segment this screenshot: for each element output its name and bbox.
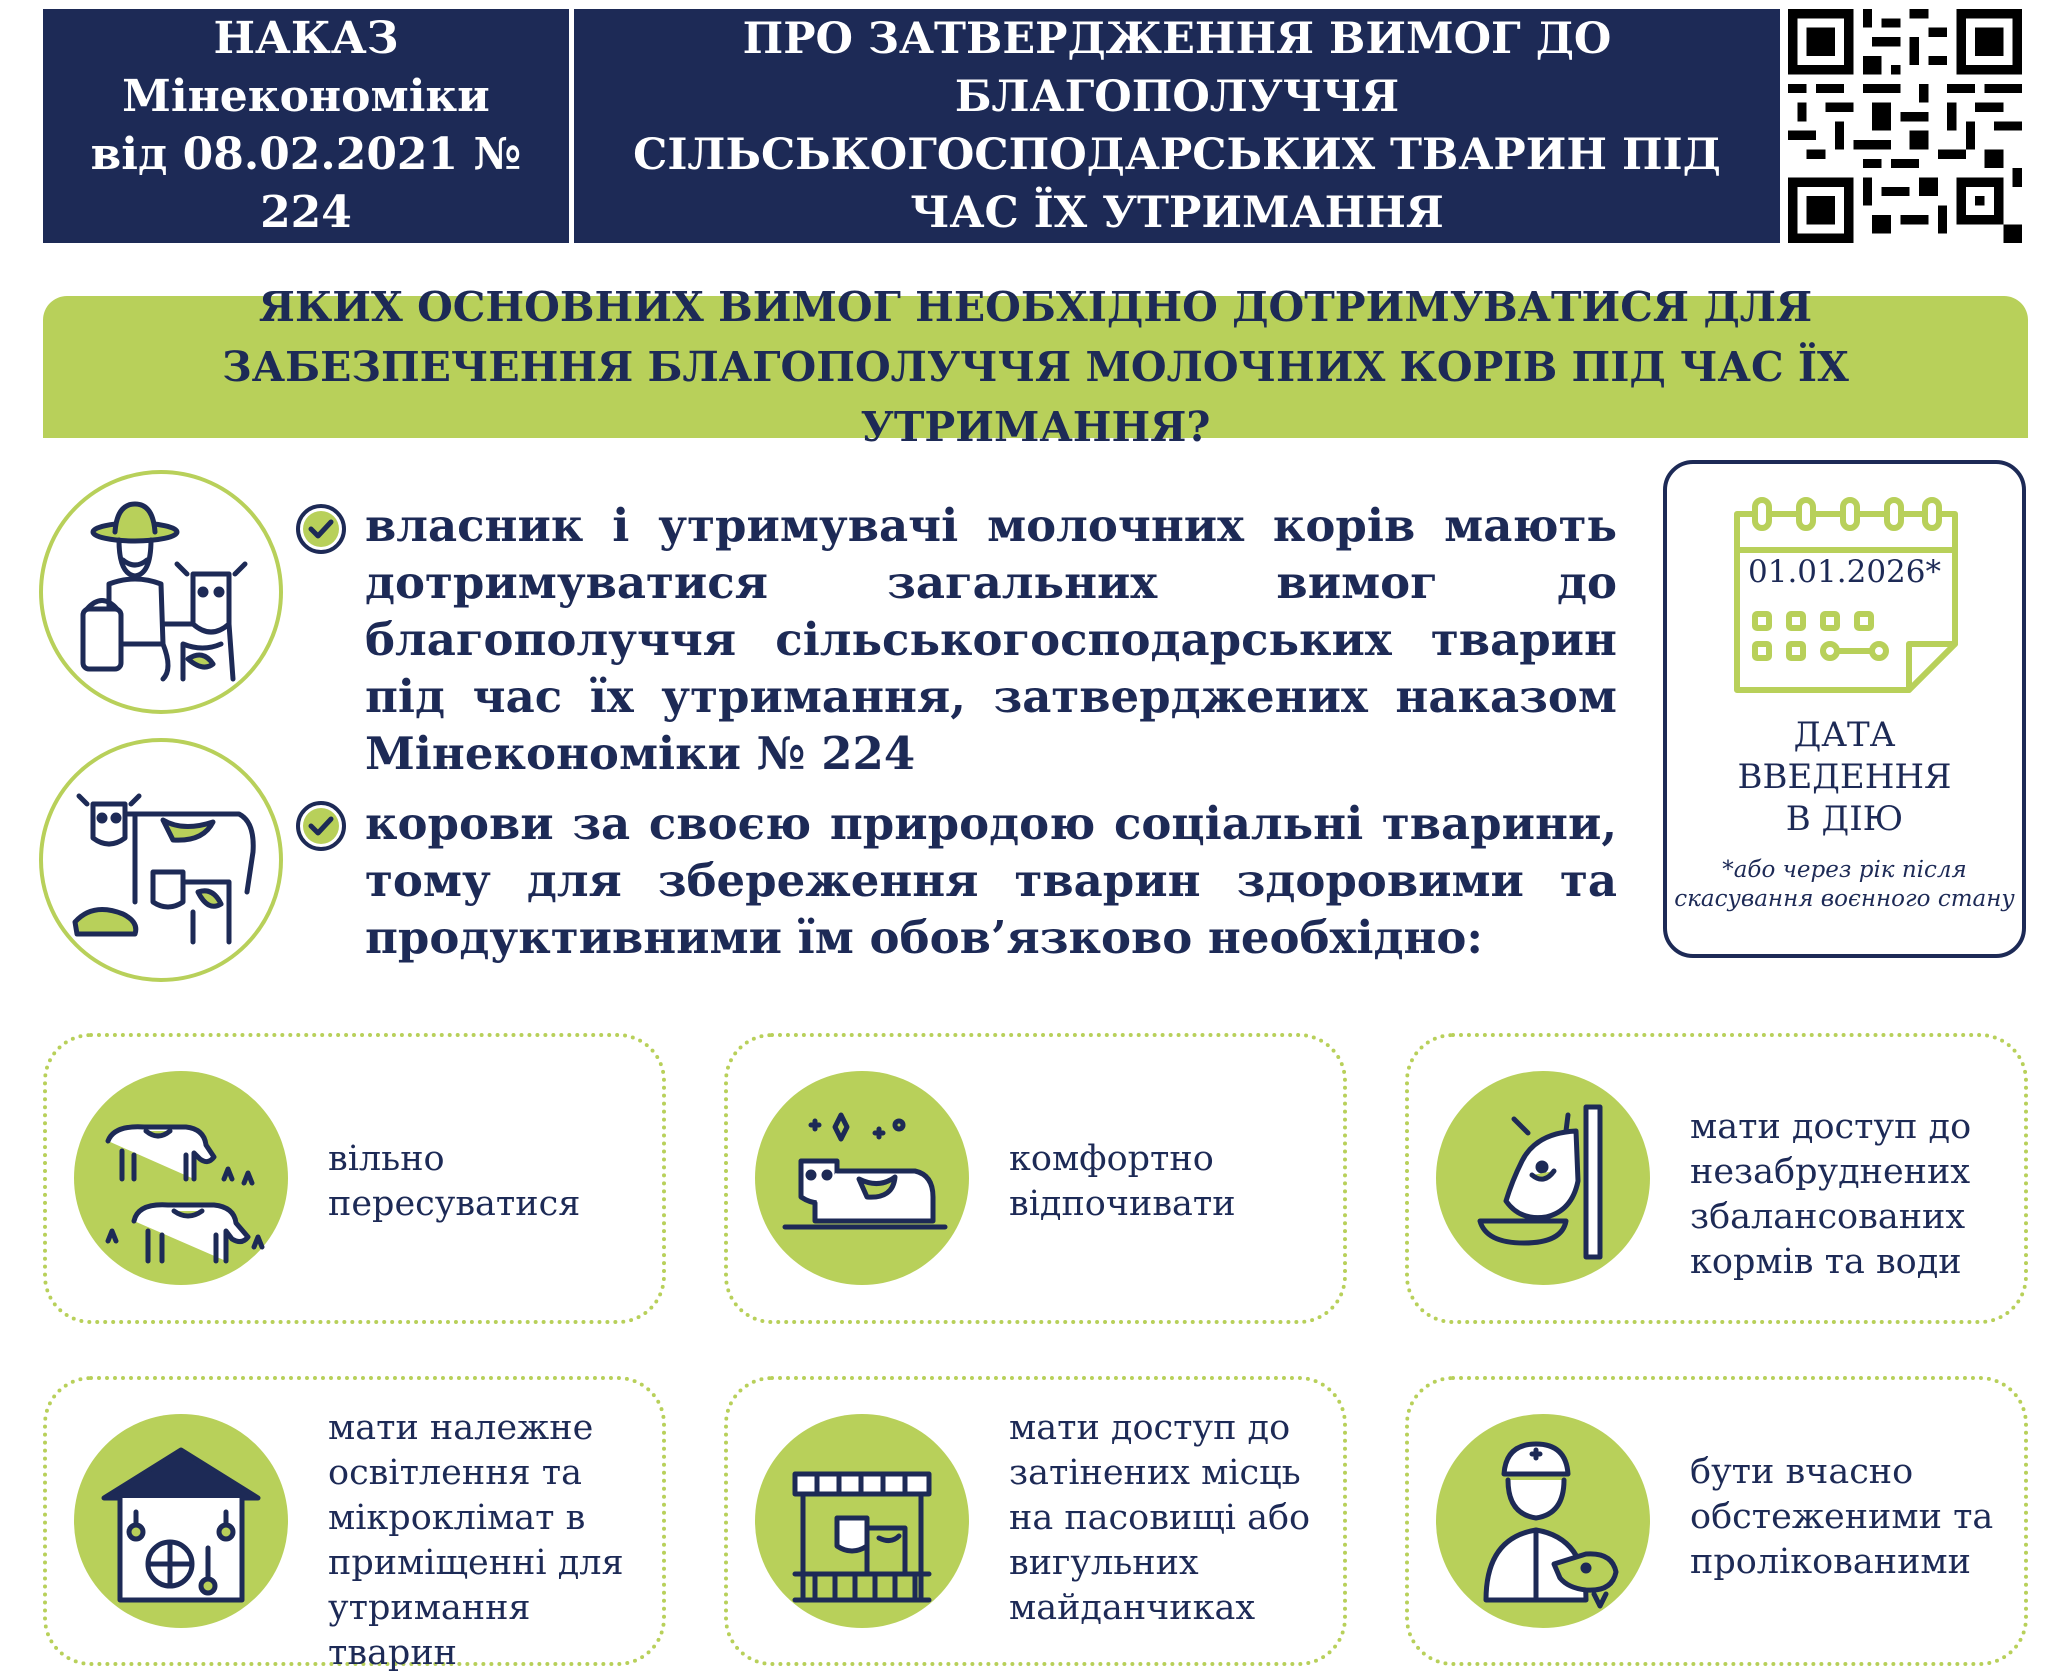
effective-date-card (1663, 460, 2026, 958)
order-date-number: від 08.02.2021 № 224 (90, 129, 522, 238)
requirement-icon-circle (74, 1071, 288, 1285)
point-social-animals: корови за своєю природою соціальні тварини, тому для збереження тварин здоровими та продуктивними їм обов’язково необхідно: (365, 797, 1617, 964)
order-title-block (574, 9, 1780, 243)
veterinarian-icon (1436, 1414, 1650, 1628)
qr-code-icon[interactable] (1786, 9, 2024, 243)
order-type: НАКАЗ (213, 13, 399, 64)
order-title: ПРО ЗАТВЕРДЖЕННЯ ВИМОГ ДО БЛАГОПОЛУЧЧЯ СІЛЬСЬКОГОСПОДАРСЬКИХ ТВАРИН ПІД ЧАС ЇХ УТРИМАННЯ (633, 14, 1721, 238)
calendar-icon (1729, 494, 1963, 694)
requirement-icon-circle (1436, 1414, 1650, 1628)
requirement-text: вільно пересуватися (328, 1139, 581, 1224)
requirement-card (1405, 1033, 2028, 1324)
requirement-text: мати належне освітлення та мікроклімат в приміщенні для утримання тварин (328, 1408, 624, 1673)
order-ministry: Мінекономіки (122, 71, 490, 122)
requirement-icon-circle (74, 1414, 288, 1628)
resting-cow-icon (755, 1071, 969, 1285)
requirement-icon-circle (755, 1414, 969, 1628)
cows-with-calf-icon (43, 742, 279, 978)
main-question: ЯКИХ ОСНОВНИХ ВИМОГ НЕОБХІДНО ДОТРИМУВАТИСЯ ДЛЯ ЗАБЕЗПЕЧЕННЯ БЛАГОПОЛУЧЧЯ МОЛОЧНИХ КОРІВ ПІД ЧАС ЇХ УТРИМАННЯ? (222, 283, 1849, 451)
cows-calf-illustration (39, 738, 283, 982)
effective-date-note: *або через рік після скасування воєнного стану (1674, 857, 2015, 912)
requirement-text: бути вчасно обстеженими та пролікованими (1690, 1452, 1994, 1582)
requirement-icon-circle (755, 1071, 969, 1285)
main-question-banner (43, 283, 2028, 451)
requirement-text: мати доступ до незабруднених збалансованих кормів та води (1690, 1107, 1972, 1282)
shaded-shelter-icon (755, 1414, 969, 1628)
requirement-icon-circle (1436, 1071, 1650, 1285)
order-info-block (43, 9, 569, 243)
farmer-with-cow-icon (43, 474, 279, 710)
barn-climate-icon (74, 1414, 288, 1628)
checkmark-icon (296, 801, 346, 851)
requirement-card (43, 1033, 666, 1324)
feeding-cow-icon (1436, 1071, 1650, 1285)
requirement-card (724, 1376, 1347, 1666)
grazing-cows-icon (74, 1071, 288, 1285)
farmer-cow-illustration (39, 470, 283, 714)
requirement-card (1405, 1376, 2028, 1666)
requirement-text: комфортно відпочивати (1009, 1139, 1236, 1224)
effective-date: 01.01.2026* (1748, 554, 1941, 590)
requirement-card (724, 1033, 1347, 1324)
point-general-requirements: власник і утримувачі молочних корів мають дотримуватися загальних вимог до благополуччя сільськогосподарських тварин під час їх утримання, затверджених наказом Мінекономіки № 224 (365, 499, 1617, 780)
requirement-text: мати доступ до затінених місць на пасовищі або вигульних майданчиках (1009, 1408, 1311, 1628)
checkmark-icon (296, 504, 346, 554)
requirement-card (43, 1376, 666, 1673)
effective-date-label: ДАТА ВВЕДЕННЯ В ДІЮ (1737, 715, 1952, 839)
